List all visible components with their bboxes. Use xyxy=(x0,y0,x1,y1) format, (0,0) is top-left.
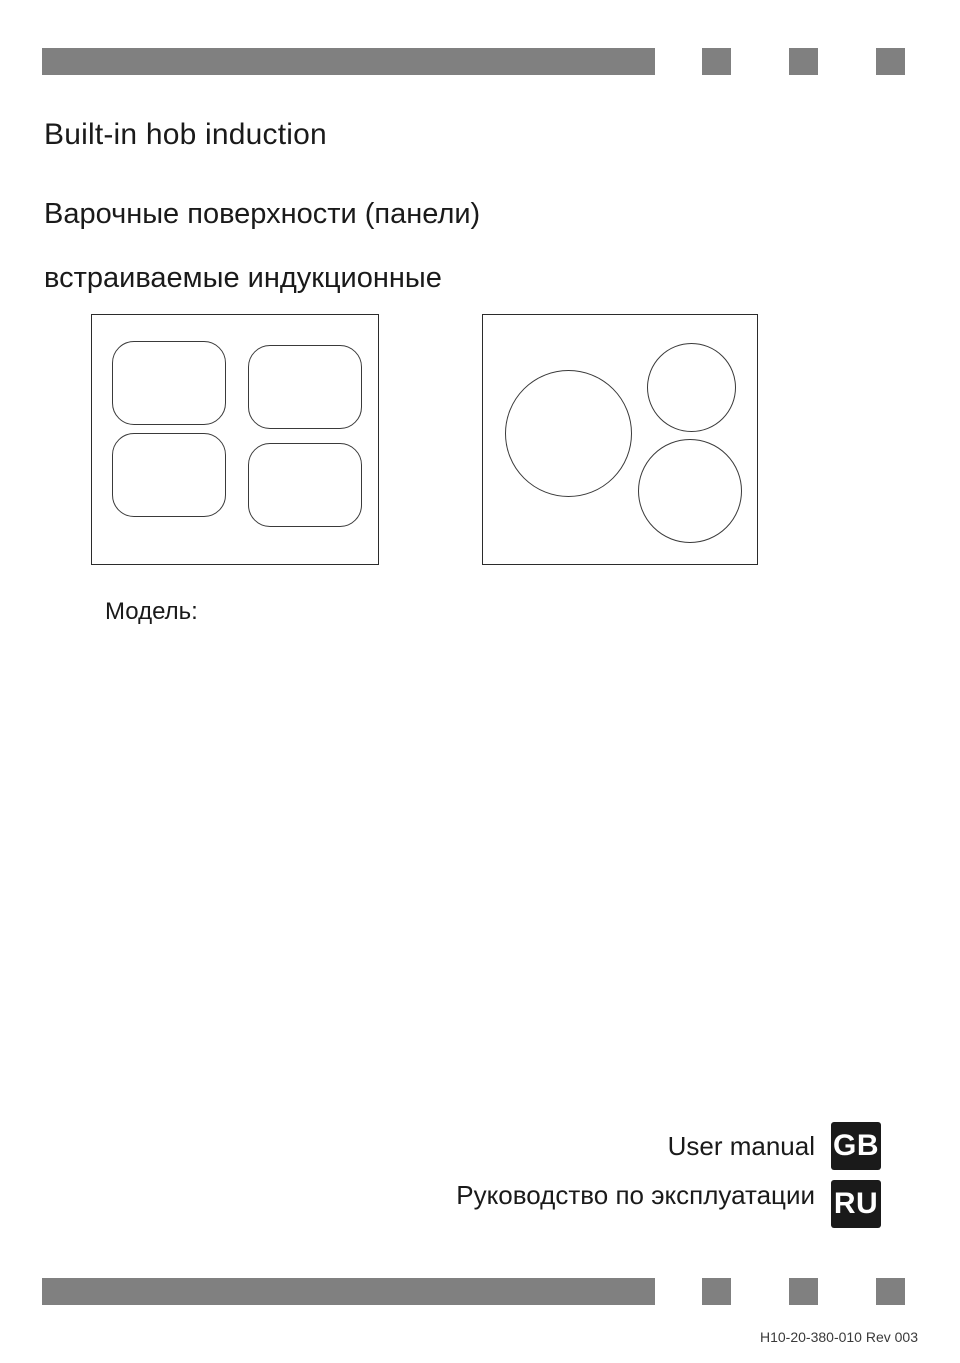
three-zone-circular-hob-icon xyxy=(482,314,758,565)
bottom-square-3 xyxy=(876,1278,905,1305)
hob-zone-bottom-left-icon xyxy=(112,433,226,517)
top-decor-bar-row xyxy=(0,48,960,78)
language-badge-gb: GB xyxy=(831,1122,881,1170)
top-square-1 xyxy=(702,48,731,75)
top-square-2 xyxy=(789,48,818,75)
language-badge xyxy=(831,1122,881,1236)
top-square-3 xyxy=(876,48,905,75)
four-zone-rectangular-hob-icon xyxy=(91,314,379,565)
manual-title-ru: Руководство по эксплуатации xyxy=(456,1180,815,1210)
hob-zone-small-circle-icon xyxy=(647,343,736,432)
document-code: H10-20-380-010 Rev 003 xyxy=(760,1329,918,1345)
hob-zone-top-left-icon xyxy=(112,341,226,425)
language-badge-ru: RU xyxy=(831,1180,881,1228)
hob-zone-top-right-icon xyxy=(248,345,362,429)
page-title-en: Built-in hob induction xyxy=(44,118,327,151)
manual-title-en: User manual xyxy=(667,1131,815,1161)
bottom-square-2 xyxy=(789,1278,818,1305)
bottom-decor-bar-row xyxy=(0,1278,960,1308)
hob-zone-large-circle-icon xyxy=(505,370,632,497)
page-title-ru-line2: встраиваемые индукционные xyxy=(44,262,442,294)
hob-zone-bottom-right-icon xyxy=(248,443,362,527)
top-long-bar xyxy=(42,48,655,75)
model-label: Модель: xyxy=(105,598,198,625)
hob-zone-medium-circle-icon xyxy=(638,439,742,543)
bottom-long-bar xyxy=(42,1278,655,1305)
bottom-square-1 xyxy=(702,1278,731,1305)
page-title-ru-line1: Варочные поверхности (панели) xyxy=(44,198,481,230)
